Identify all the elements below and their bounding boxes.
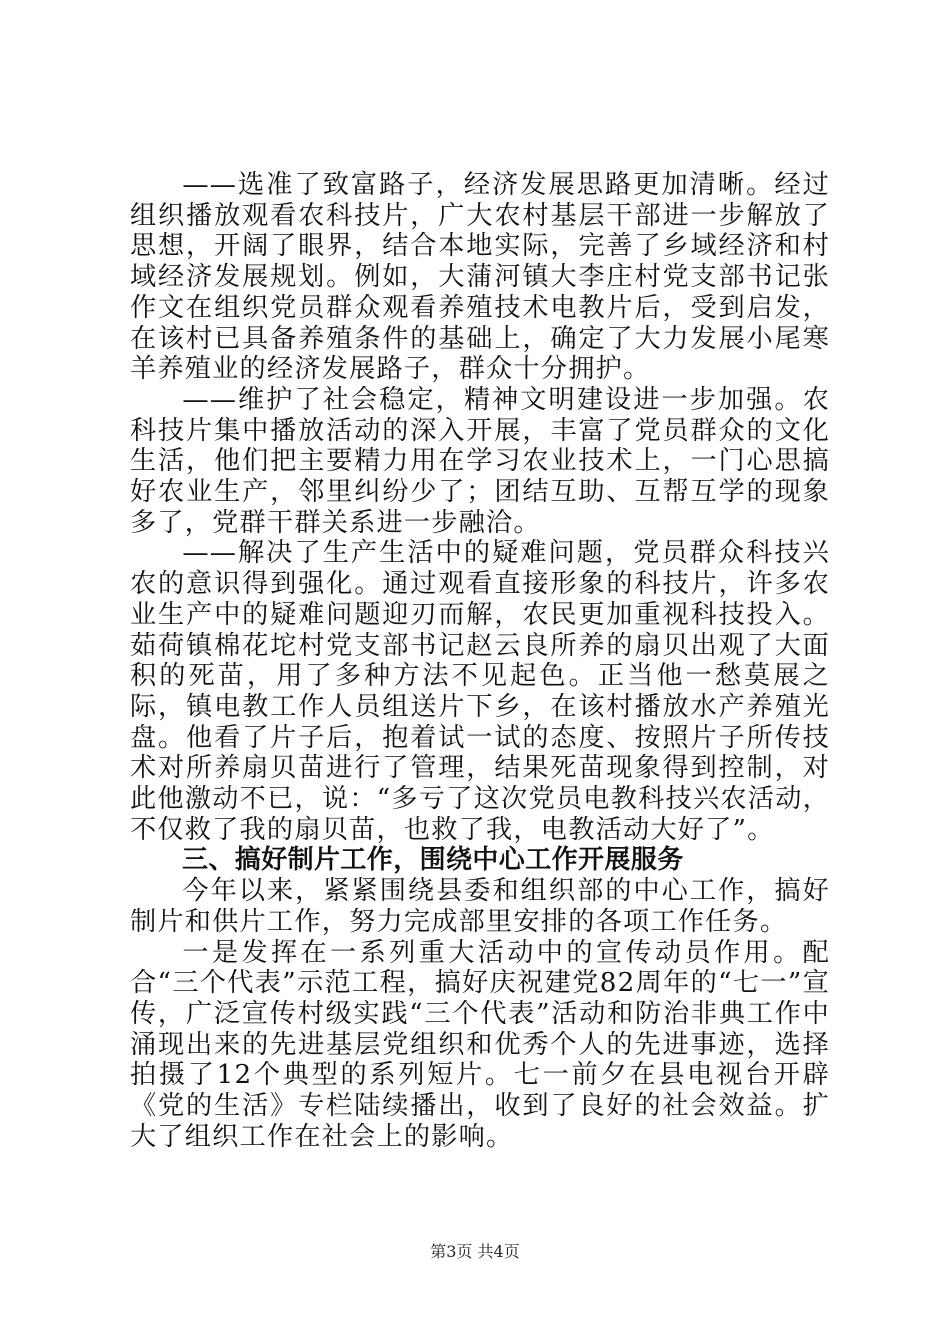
paragraph-social-stability: ——维护了社会稳定，精神文明建设进一步加强。农科技片集中播放活动的深入开展，丰富了党员群众的文化生活，他们把主要精力用在学习农业技术上，一门心思搞好农业生产，邻里纠纷少了；团结互助、互帮互学的现象多了，党群干群关系进一步融洽。	[130, 384, 830, 538]
section-heading: 三、搞好制片工作，围绕中心工作开展服务	[182, 845, 684, 876]
page-number-footer: 第3页 共4页	[430, 1242, 520, 1261]
paragraph-wealth-path: ——选准了致富路子，经济发展思路更加清晰。经过组织播放观看农科技片，广大农村基层干部进一步解放了思想，开阔了眼界，结合本地实际，完善了乡域经济和村域经济发展规划。例如，大蒲河镇大李庄村党支部书记张作文在组织党员群众观看养殖技术电教片后，受到启发，在该村已具备养殖条件的基础上，确定了大力发展小尾寒羊养殖业的经济发展路子，群众十分拥护。	[130, 170, 830, 385]
paragraph-propaganda-role: 一是发挥在一系列重大活动中的宣传动员作用。配合“三个代表”示范工程，搞好庆祝建党82周年的“七一”宣传，广泛宣传村级实践“三个代表”活动和防治非典工作中涌现出来的先进基层党组织和优秀个人的先进事迹，选择拍摄了12个典型的系列短片。七一前夕在县电视台开辟《党的生活》专栏陆续播出，收到了良好的社会效益。扩大了组织工作在社会上的影响。	[130, 937, 830, 1152]
document-body	[130, 170, 830, 1153]
paragraph-problem-solving: ——解决了生产生活中的疑难问题，党员群众科技兴农的意识得到强化。通过观看直接形象的科技片，许多农业生产中的疑难问题迎刃而解，农民更加重视科技投入。茹荷镇棉花坨村党支部书记赵云良所养的扇贝出观了大面积的死苗，用了多种方法不见起色。正当他一愁莫展之际，镇电教工作人员组送片下乡，在该村播放水产养殖光盘。他看了片子后，抱着试一试的态度、按照片子所传技术对所养扇贝苗进行了管理，结果死苗现象得到控制，对此他激动不已，说：“多亏了这次党员电教科技兴农活动，不仅救了我的扇贝苗，也救了我，电教活动大好了”。	[130, 538, 830, 845]
paragraph-this-year: 今年以来，紧紧围绕县委和组织部的中心工作，搞好制片和供片工作，努力完成部里安排的各项工作任务。	[130, 876, 830, 937]
